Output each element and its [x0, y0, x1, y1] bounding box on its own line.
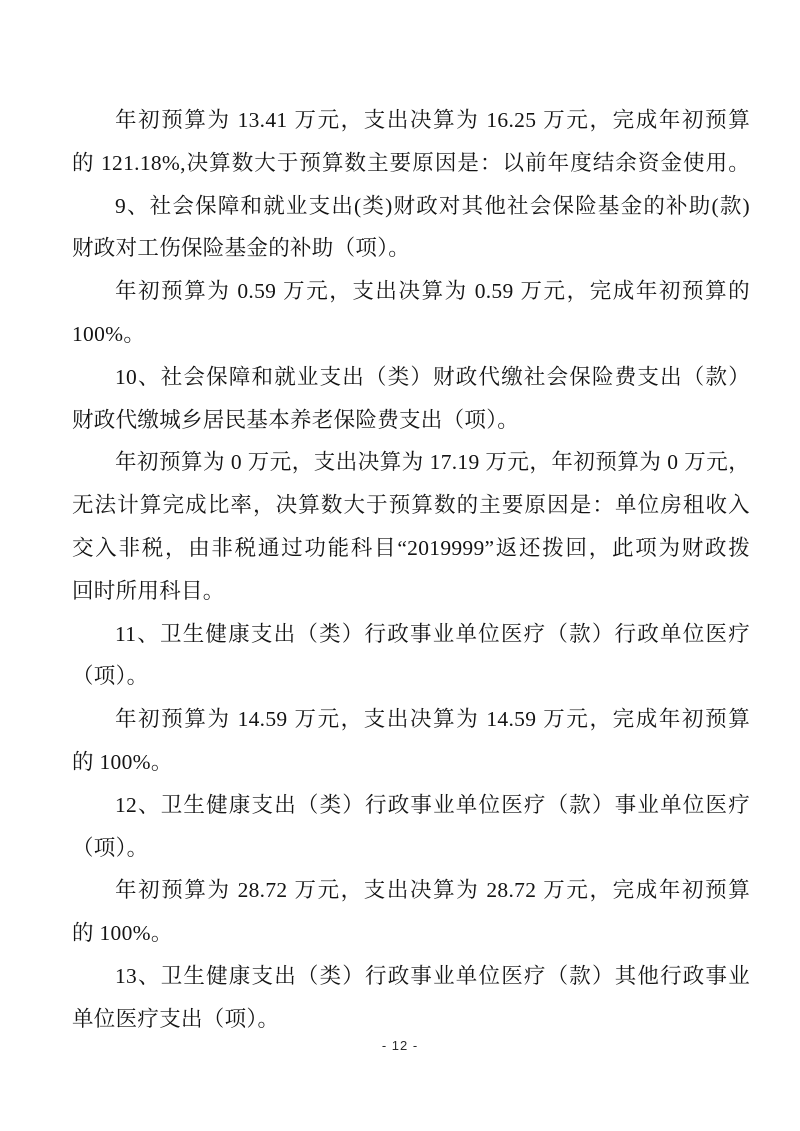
text-line: 年初预算为 0 万元，支出决算为 17.19 万元，年初预算为 0 万元， — [115, 450, 750, 475]
text-line: 的 121.18%,决算数大于预算数主要原因是：以前年度结余资金使用。 — [72, 150, 750, 175]
text-line: （项）。 — [72, 664, 149, 689]
text-line: 10、社会保障和就业支出（类）财政代缴社会保险费支出（款） — [115, 364, 750, 389]
text-line: 年初预算为 14.59 万元，支出决算为 14.59 万元，完成年初预算 — [115, 707, 750, 732]
text-line: 年初预算为 13.41 万元，支出决算为 16.25 万元，完成年初预算 — [115, 108, 750, 132]
text-line: 11、卫生健康支出（类）行政事业单位医疗（款）行政单位医疗 — [115, 621, 750, 646]
text-line: 交入非税，由非税通过功能科目“2019999”返还拨回，此项为财政拨 — [72, 535, 750, 560]
page-number: - 12 - — [381, 1038, 419, 1053]
text-line: 的 100%。 — [72, 749, 173, 774]
text-line: 财政代缴城乡居民基本养老保险费支出（项）。 — [72, 407, 520, 432]
text-line: 年初预算为 0.59 万元，支出决算为 0.59 万元，完成年初预算的 — [115, 279, 750, 304]
text-line: 12、卫生健康支出（类）行政事业单位医疗（款）事业单位医疗 — [115, 792, 750, 817]
text-line: 回时所用科目。 — [72, 578, 225, 603]
text-line: 年初预算为 28.72 万元，支出决算为 28.72 万元，完成年初预算 — [115, 878, 750, 903]
text-line: （项）。 — [72, 835, 149, 860]
text-line: 100%。 — [72, 321, 146, 346]
document-body — [72, 99, 750, 1041]
text-line: 13、卫生健康支出（类）行政事业单位医疗（款）其他行政事业 — [115, 963, 750, 988]
text-line: 的 100%。 — [72, 921, 173, 946]
text-line: 单位医疗支出（项）。 — [72, 1006, 280, 1031]
text-line: 无法计算完成比率，决算数大于预算数的主要原因是：单位房租收入 — [72, 493, 750, 518]
text-line: 9、社会保障和就业支出(类)财政对其他社会保险基金的补助(款) — [115, 193, 750, 218]
text-line: 财政对工伤保险基金的补助（项）。 — [72, 236, 411, 261]
